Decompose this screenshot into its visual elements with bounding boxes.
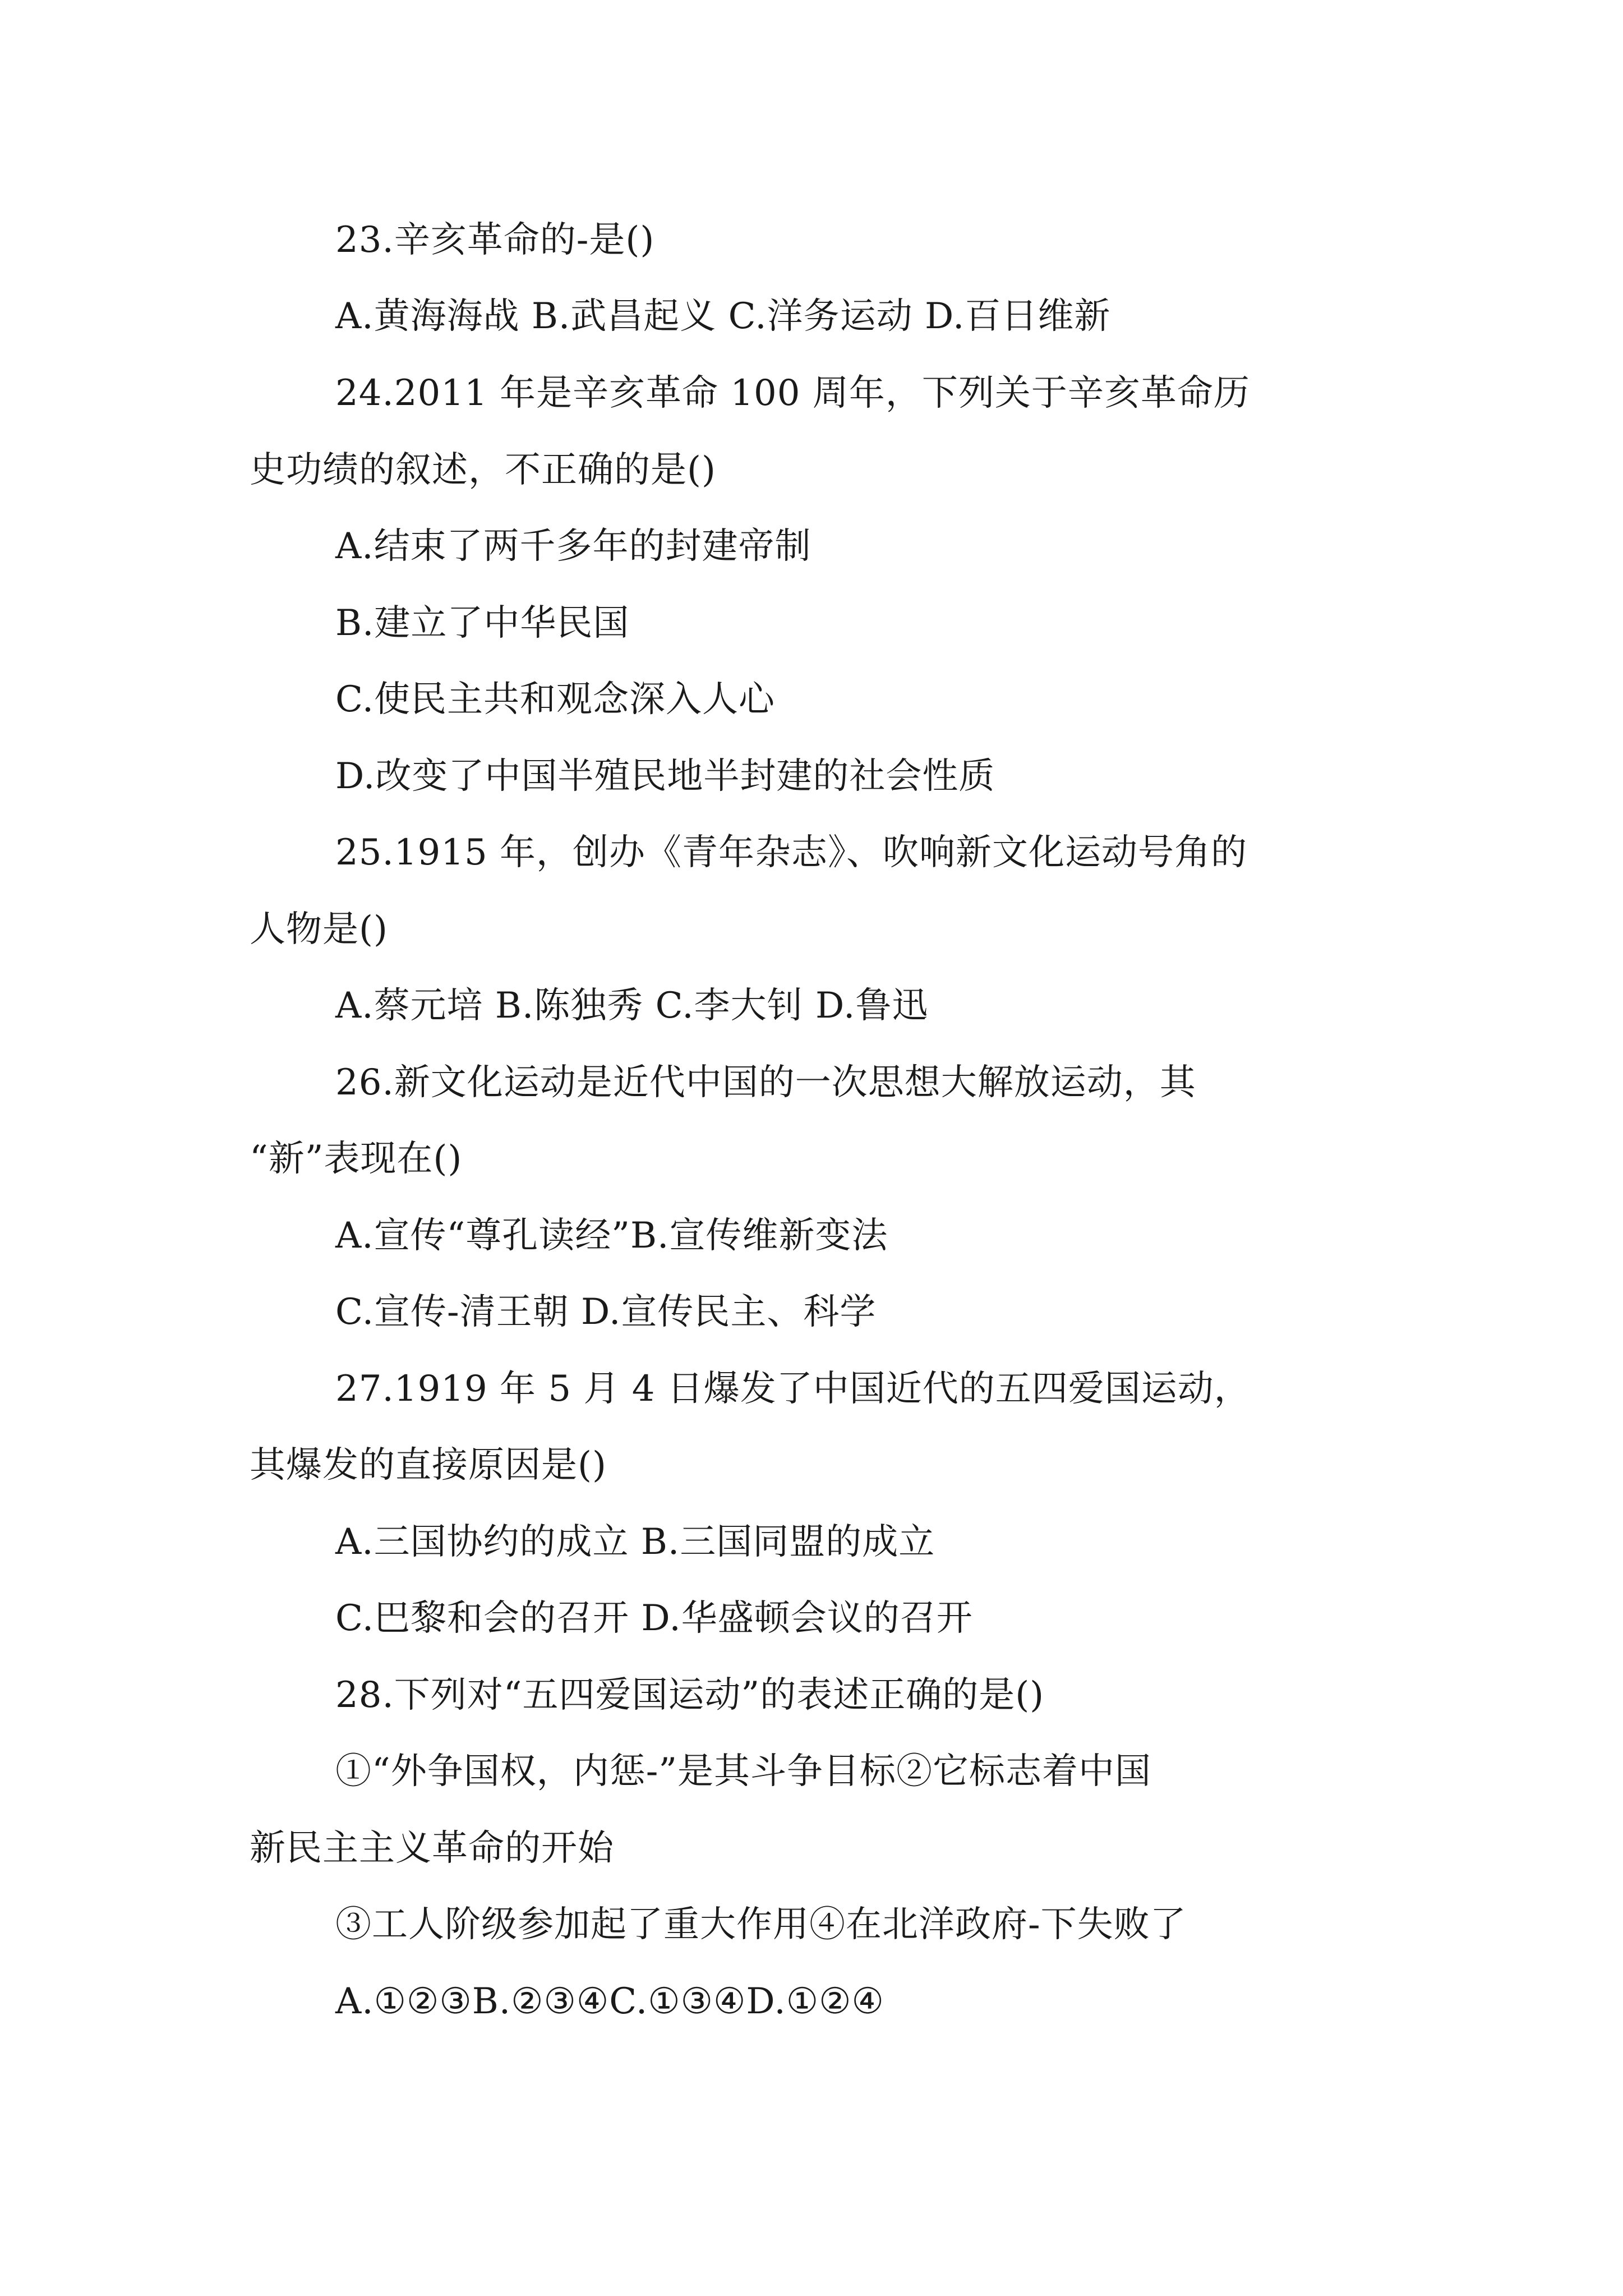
q24-stem-line2: 史功绩的叙述，不正确的是(): [250, 449, 716, 491]
q24-stem-line1: 24.2011 年是辛亥革命 100 周年，下列关于辛亥革命历: [335, 372, 1250, 414]
q28-statements-line1: ①“外争国权，内惩-”是其斗争目标②它标志着中国: [335, 1751, 1152, 1792]
q28-stem: 28.下列对“五四爱国运动”的表述正确的是(): [335, 1674, 1045, 1716]
q27-options-cd: C.巴黎和会的召开 D.华盛顿会议的召开: [335, 1598, 973, 1639]
q28-options: A.①②③B.②③④C.①③④D.①②④: [335, 1981, 884, 2022]
q24-option-c: C.使民主共和观念深入人心: [335, 679, 776, 720]
q28-statements-line2: 新民主主义革命的开始: [250, 1828, 614, 1869]
q23-options: A.黄海海战 B.武昌起义 C.洋务运动 D.百日维新: [335, 296, 1111, 337]
q27-options-ab: A.三国协约的成立 B.三国同盟的成立: [335, 1521, 935, 1563]
q27-stem-line1: 27.1919 年 5 月 4 日爆发了中国近代的五四爱国运动，: [335, 1368, 1251, 1410]
q25-stem-line1: 25.1915 年，创办《青年杂志》、吹响新文化运动号角的: [335, 832, 1247, 873]
q27-stem-line2: 其爆发的直接原因是(): [250, 1444, 607, 1486]
q26-options-ab: A.宣传“尊孔读经”B.宣传维新变法: [335, 1215, 888, 1257]
q26-stem-line1: 26.新文化运动是近代中国的一次思想大解放运动，其: [335, 1062, 1196, 1103]
q24-option-a: A.结束了两千多年的封建帝制: [335, 526, 811, 567]
q26-stem-line2: “新”表现在(): [250, 1138, 463, 1180]
q25-stem-line2: 人物是(): [250, 909, 388, 950]
q28-statements-line3: ③工人阶级参加起了重大作用④在北洋政府-下失败了: [335, 1904, 1187, 1945]
q23-stem: 23.辛亥革命的-是(): [335, 219, 655, 261]
q26-options-cd: C.宣传-清王朝 D.宣传民主、科学: [335, 1291, 877, 1333]
q25-options: A.蔡元培 B.陈独秀 C.李大钊 D.鲁迅: [335, 985, 929, 1027]
q24-option-d: D.改变了中国半殖民地半封建的社会性质: [335, 756, 995, 797]
q24-option-b: B.建立了中华民国: [335, 602, 630, 644]
